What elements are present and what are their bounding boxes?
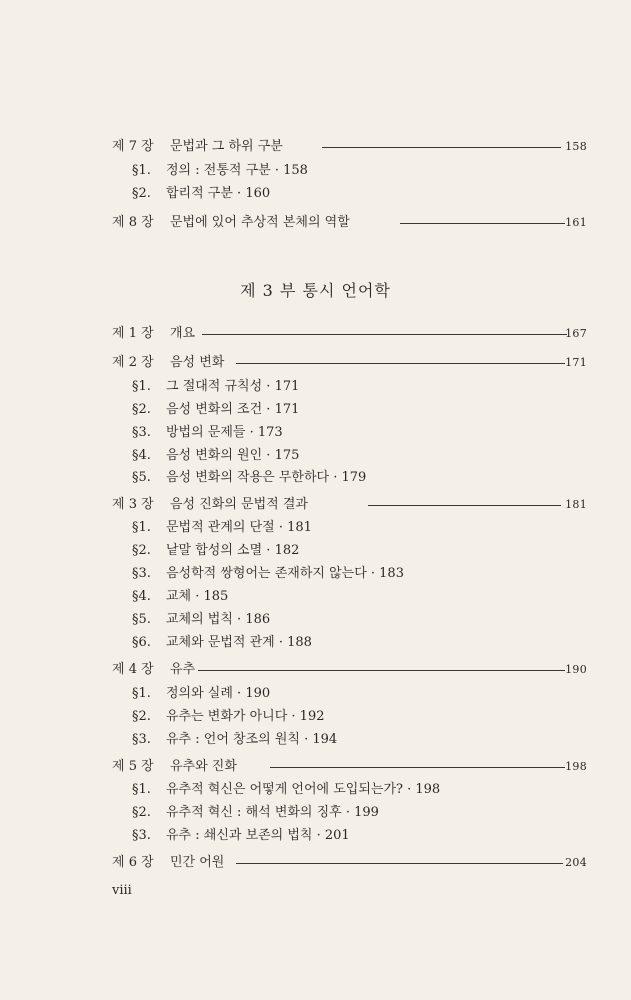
part-heading: 제 3 부 통시 언어학	[240, 281, 391, 300]
chapter-label: 제 3 장	[112, 497, 154, 512]
page-number: 167	[565, 327, 587, 340]
chapter-entry	[0, 136, 631, 158]
chapter-entry	[0, 659, 631, 681]
section-number: §2.	[132, 402, 151, 417]
section-title: 낱말 합성의 소멸 · 182	[166, 543, 300, 558]
section-number: §5.	[132, 470, 151, 485]
section-title: 정의와 실례 · 190	[166, 686, 271, 701]
section-entry	[0, 422, 631, 444]
section-number: §6.	[132, 635, 151, 650]
section-number: §4.	[132, 589, 151, 604]
dot-leader	[202, 334, 567, 335]
section-title: 교체 · 185	[166, 589, 229, 604]
section-number: §1.	[132, 782, 151, 797]
chapter-entry	[0, 212, 631, 234]
section-title: 그 절대적 규칙성 · 171	[166, 379, 300, 394]
section-title: 유추 : 언어 창조의 원칙 · 194	[166, 732, 338, 747]
chapter-title: 개요	[170, 326, 196, 341]
section-title: 음성 변화의 작용은 무한하다 · 179	[166, 470, 367, 485]
section-entry	[0, 445, 631, 467]
dot-leader	[198, 670, 565, 671]
chapter-entry	[0, 756, 631, 778]
section-number: §1.	[132, 163, 151, 178]
chapter-label: 제 5 장	[112, 759, 154, 774]
chapter-title: 민간 어원	[170, 855, 225, 870]
chapter-title: 음성 변화	[170, 355, 225, 370]
dot-leader	[270, 767, 565, 768]
dot-leader	[368, 505, 561, 506]
chapter-title: 유추와 진화	[170, 759, 237, 774]
section-number: §2.	[132, 805, 151, 820]
section-title: 정의 : 전통적 구분 · 158	[166, 163, 308, 178]
section-title: 음성 변화의 조건 · 171	[166, 402, 300, 417]
chapter-label: 제 7 장	[112, 139, 154, 154]
chapter-entry	[0, 352, 631, 374]
section-title: 교체와 문법적 관계 · 188	[166, 635, 312, 650]
section-number: §1.	[132, 520, 151, 535]
section-title: 합리적 구분 · 160	[166, 186, 271, 201]
dot-leader	[236, 363, 565, 364]
section-entry	[0, 609, 631, 631]
page-number: 190	[565, 663, 587, 676]
chapter-entry	[0, 494, 631, 516]
chapter-label: 제 1 장	[112, 326, 154, 341]
section-number: §4.	[132, 448, 151, 463]
chapter-entry	[0, 852, 631, 874]
page-number: 171	[565, 356, 587, 369]
section-title: 문법적 관계의 단절 · 181	[166, 520, 312, 535]
section-entry	[0, 540, 631, 562]
section-number: §3.	[132, 425, 151, 440]
section-entry	[0, 517, 631, 539]
dot-leader	[236, 863, 563, 864]
section-entry	[0, 183, 631, 205]
section-number: §5.	[132, 612, 151, 627]
section-title: 음성학적 쌍형어는 존재하지 않는다 · 183	[166, 566, 404, 581]
chapter-title: 음성 진화의 문법적 결과	[170, 497, 308, 512]
section-entry	[0, 467, 631, 489]
section-title: 유추적 혁신은 어떻게 언어에 도입되는가? · 198	[166, 782, 441, 797]
page-number: 198	[565, 760, 587, 773]
section-number: §1.	[132, 686, 151, 701]
section-title: 방법의 문제들 · 173	[166, 425, 283, 440]
section-number: §3.	[132, 828, 151, 843]
page-number: 204	[565, 856, 587, 869]
section-entry	[0, 160, 631, 182]
chapter-title: 문법과 그 하위 구분	[170, 139, 283, 154]
chapter-label: 제 8 장	[112, 215, 154, 230]
section-entry	[0, 706, 631, 728]
page-number: 158	[565, 140, 587, 153]
chapter-title: 유추	[170, 662, 196, 677]
chapter-label: 제 4 장	[112, 662, 154, 677]
section-title: 교체의 법칙 · 186	[166, 612, 271, 627]
section-title: 유추 : 쇄신과 보존의 법칙 · 201	[166, 828, 350, 843]
section-number: §2.	[132, 543, 151, 558]
section-entry	[0, 683, 631, 705]
folio-page-number: viii	[112, 883, 132, 898]
dot-leader	[322, 147, 561, 148]
page-number: 161	[565, 216, 587, 229]
section-entry	[0, 586, 631, 608]
section-title: 음성 변화의 원인 · 175	[166, 448, 300, 463]
page-number: 181	[565, 498, 587, 511]
section-title: 유추는 변화가 아니다 · 192	[166, 709, 325, 724]
section-entry	[0, 729, 631, 751]
dot-leader	[400, 223, 565, 224]
section-number: §3.	[132, 732, 151, 747]
section-entry	[0, 802, 631, 824]
chapter-label: 제 2 장	[112, 355, 154, 370]
section-title: 유추적 혁신 : 해석 변화의 징후 · 199	[166, 805, 379, 820]
chapter-title: 문법에 있어 추상적 본체의 역할	[170, 215, 350, 230]
section-entry	[0, 632, 631, 654]
chapter-entry	[0, 323, 631, 345]
section-entry	[0, 376, 631, 398]
section-entry	[0, 779, 631, 801]
section-number: §2.	[132, 186, 151, 201]
section-entry	[0, 399, 631, 421]
section-entry	[0, 563, 631, 585]
section-number: §2.	[132, 709, 151, 724]
section-entry	[0, 825, 631, 847]
section-number: §1.	[132, 379, 151, 394]
chapter-label: 제 6 장	[112, 855, 154, 870]
section-number: §3.	[132, 566, 151, 581]
